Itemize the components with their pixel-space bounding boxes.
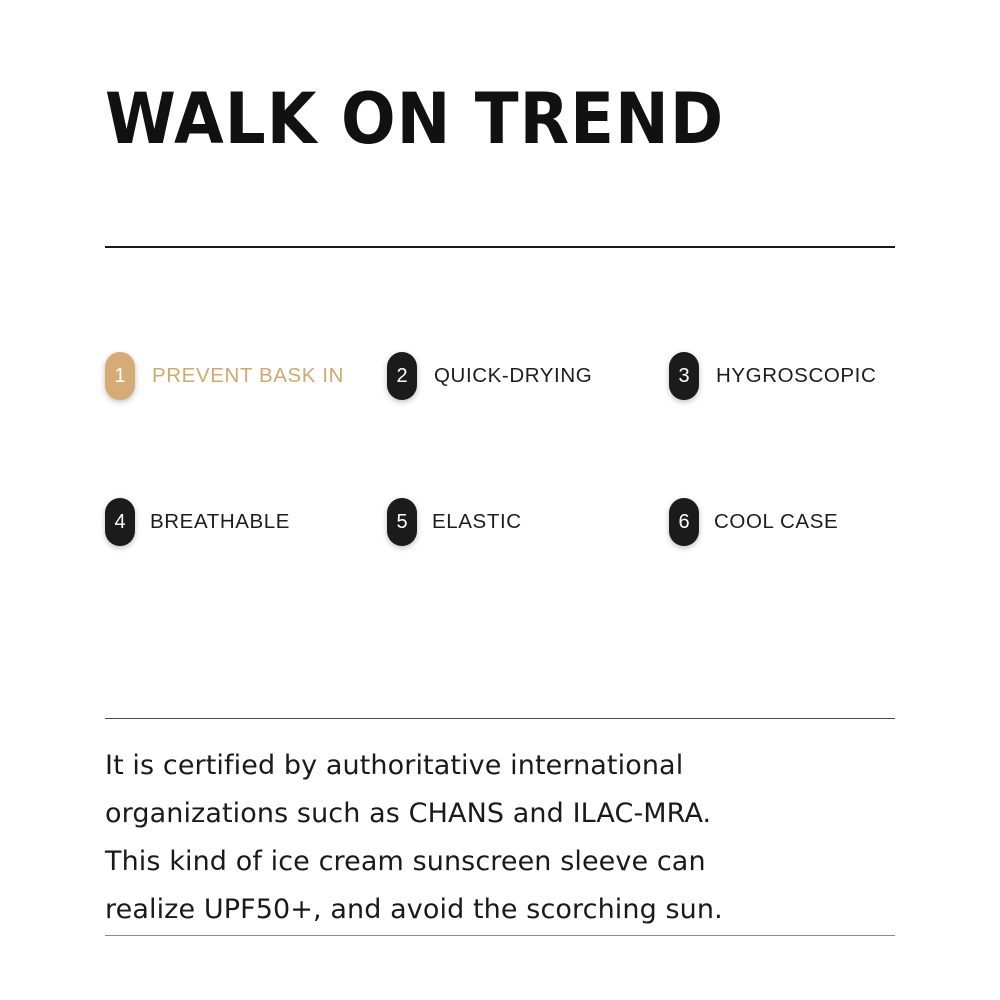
feature-number-badge: 4 bbox=[105, 498, 135, 546]
feature-label: COOL CASE bbox=[714, 510, 839, 533]
feature-label: HYGROSCOPIC bbox=[716, 364, 877, 387]
feature-list bbox=[105, 352, 905, 546]
feature-label: QUICK-DRYING bbox=[434, 364, 593, 387]
feature-row bbox=[105, 498, 905, 546]
feature-item-1 bbox=[105, 352, 387, 400]
feature-label: BREATHABLE bbox=[150, 510, 291, 533]
feature-number-badge: 2 bbox=[387, 352, 417, 400]
feature-item-3 bbox=[669, 352, 905, 400]
feature-number-badge: 5 bbox=[387, 498, 417, 546]
feature-item-4 bbox=[105, 498, 387, 546]
paragraph-line-1: It is certified by authoritative international bbox=[105, 750, 684, 781]
page-title: WALK ON TREND bbox=[105, 78, 725, 160]
feature-row bbox=[105, 352, 905, 400]
feature-label: PREVENT BASK IN bbox=[152, 364, 345, 387]
feature-item-2 bbox=[387, 352, 669, 400]
divider-bottom bbox=[105, 935, 895, 936]
feature-label: ELASTIC bbox=[432, 510, 522, 533]
certification-paragraph bbox=[105, 742, 905, 934]
paragraph-line-3: This kind of ice cream sunscreen sleeve can bbox=[105, 846, 706, 877]
paragraph-line-4: realize UPF50+, and avoid the scorching sun. bbox=[105, 894, 723, 925]
divider-middle bbox=[105, 718, 895, 719]
paragraph-line-2: organizations such as CHANS and ILAC-MRA. bbox=[105, 798, 712, 829]
feature-item-6 bbox=[669, 498, 905, 546]
feature-number-badge: 6 bbox=[669, 498, 699, 546]
divider-top bbox=[105, 246, 895, 248]
feature-number-badge: 1 bbox=[105, 352, 135, 400]
feature-number-badge: 3 bbox=[669, 352, 699, 400]
feature-item-5 bbox=[387, 498, 669, 546]
